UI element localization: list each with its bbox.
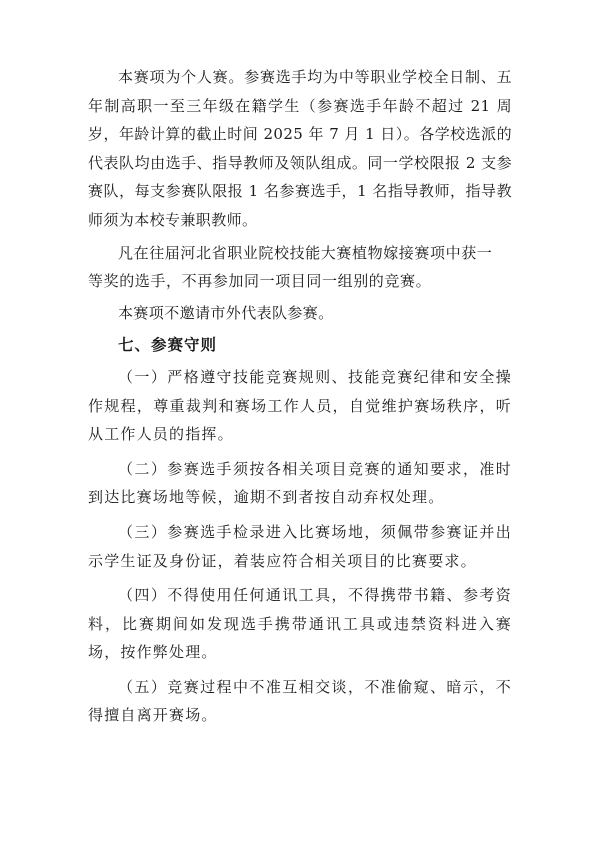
prior-winner-line-1: 凡在往届河北省职业院校技能大赛植物嫁接赛项中获一 — [118, 243, 493, 262]
rule-5-paragraph: （五）竞赛过程中不准互相交谈，不准偷窥、暗示，不得擅自离开赛场。 — [88, 677, 512, 725]
rule-4-paragraph: （四）不得使用任何通讯工具，不得携带书籍、参考资料，比赛期间如发现选手携带通讯工具或违禁资料进入赛场，按作弊处理。 — [88, 586, 512, 662]
rule-1-paragraph: （一）严格遵守技能竞赛规则、技能竞赛纪律和安全操作规程，尊重裁判和赛场工作人员，自觉维护赛场秩序，听从工作人员的指挥。 — [88, 367, 512, 444]
prior-winner-paragraph — [88, 239, 512, 296]
section-seven-heading: 七、参赛守则 — [118, 336, 218, 355]
rule-2-paragraph: （二）参赛选手须按各相关项目竞赛的通知要求，准时到达比赛场地等候，逾期不到者按自动弃权处理。 — [88, 459, 512, 507]
prior-winner-line-2: 等奖的选手，不再参加同一项目同一组别的竞赛。 — [88, 272, 432, 291]
participation-paragraph: 本赛项为个人赛。参赛选手均为中等职业学校全日制、五年制高职一至三年级在籍学生（参赛选手年龄不超过 21 周岁，年龄计算的截止时间 2025 年 7 月 1 日）。各学校选派的代表队均由选手、指导教师及领队组成。同一学校限报 2 支参赛队，每支参赛队限报 1 名参赛选手，1 名指导教师，指导教师须为本校专兼职教师。 — [88, 68, 512, 229]
no-external-teams-paragraph: 本赛项不邀请市外代表队参赛。 — [118, 303, 334, 322]
rule-3-paragraph: （三）参赛选手检录进入比赛场地，须佩带参赛证并出示学生证及身份证，着装应符合相关项目的比赛要求。 — [88, 522, 512, 570]
